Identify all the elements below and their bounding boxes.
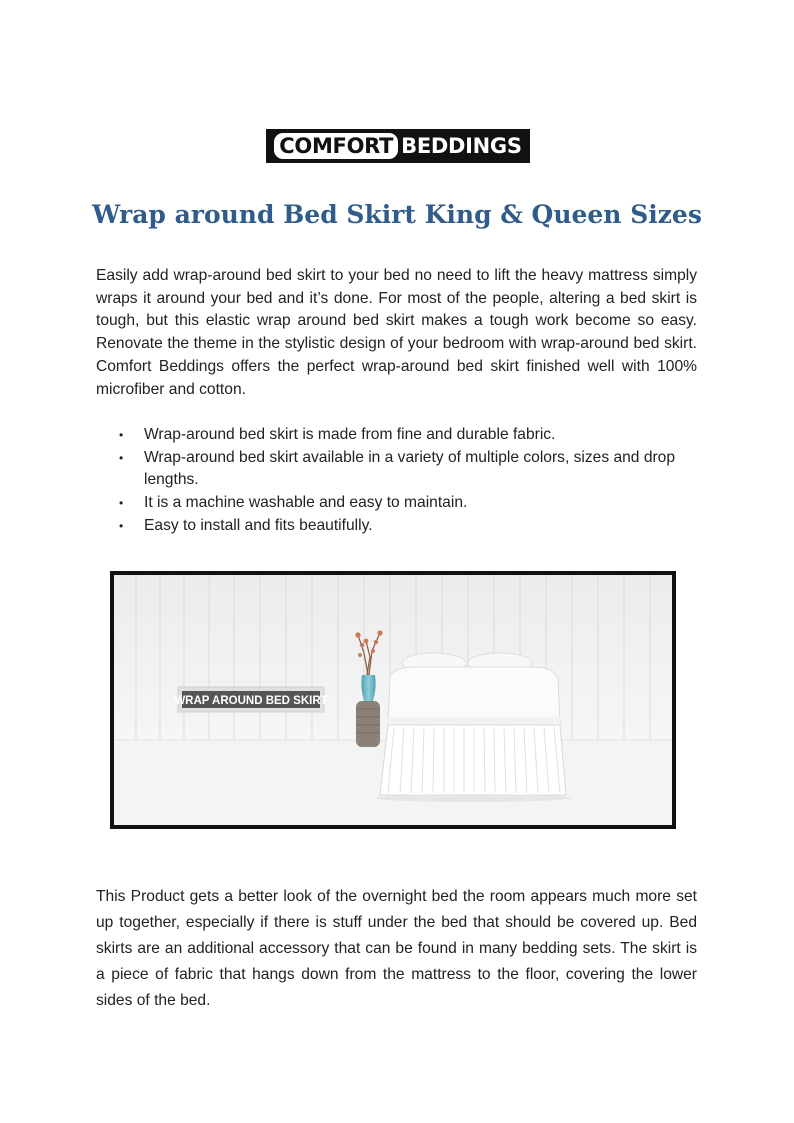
list-item	[96, 447, 697, 492]
list-item-text: Wrap-around bed skirt is made from fine and durable fabric.	[144, 426, 556, 443]
list-item	[96, 515, 697, 538]
list-item-text: Easy to install and fits beautifully.	[144, 516, 373, 534]
product-image	[110, 571, 676, 829]
bed	[375, 653, 571, 802]
list-item	[96, 492, 697, 515]
intro-paragraph: Easily add wrap-around bed skirt to your bed no need to lift the heavy mattress simply wraps it around your bed and it’s done. For most of the people, altering a bed skirt is tough, but this elastic wrap around bed skirt makes a tough work become so easy. Renovate the theme in the stylistic design of your bedroom with wrap-around bed skirt. Comfort Beddings offers the perfect wrap-around bed skirt finished well with 100% microfiber and cotton.	[96, 267, 697, 398]
list-item-text: Wrap-around bed skirt available in a variety of multiple colors, sizes and drop lengths.	[144, 448, 676, 489]
logo-word-beddings: BEDDINGS	[401, 134, 522, 158]
closing-paragraph: This Product gets a better look of the overnight bed the room appears much more set up together, especially if there is stuff under the bed that should be covered up. Bed skirts are an additional accessory that can be found in many bedding sets. The skirt is a piece of fabric that hangs down from the mattress to the floor, covering the lower sides of the bed.	[96, 888, 697, 1009]
feature-list	[96, 424, 697, 538]
page-title: Wrap around Bed Skirt King & Queen Sizes	[92, 200, 702, 229]
comfort-beddings-logo	[266, 129, 530, 163]
list-item-text: It is a machine washable and easy to maintain.	[144, 494, 468, 512]
bullet-icon: •	[119, 450, 124, 465]
bullet-icon: •	[119, 518, 124, 533]
logo-word-comfort: COMFORT	[274, 133, 398, 159]
bed-skirt-illustration	[114, 575, 672, 825]
image-label-text: WRAP AROUND BED SKIRT	[174, 695, 328, 707]
bullet-icon: •	[119, 496, 124, 511]
bullet-icon: •	[119, 428, 124, 442]
list-item	[96, 424, 697, 447]
image-label	[174, 687, 327, 712]
